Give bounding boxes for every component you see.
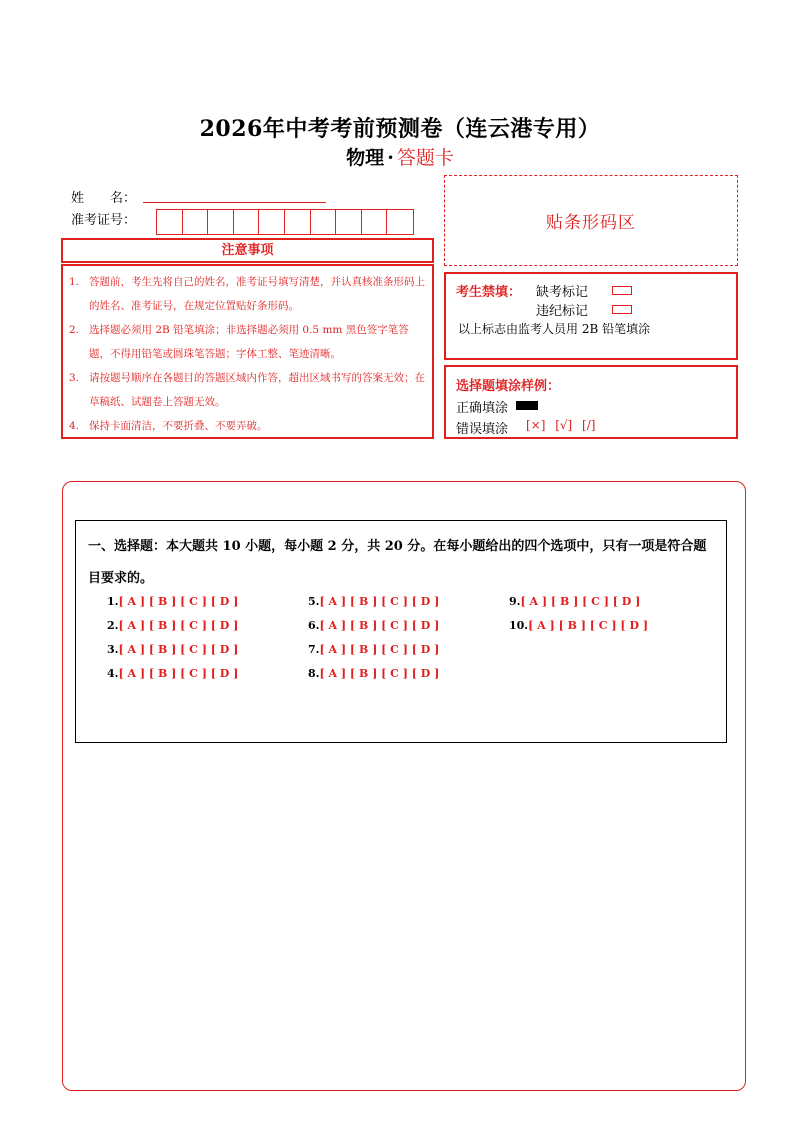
title-separator: · [387,147,394,169]
wrong-fill-marks: [×] [√] [/] [526,418,596,432]
question-5[interactable]: 5.[ A ] [ B ] [ C ] [ D ] [308,595,440,608]
page-subtitle [0,143,800,170]
correct-fill-label: 正确填涂 [456,401,509,416]
barcode-label: 贴条形码区 [546,213,636,233]
notice-title: 注意事项 [61,238,434,263]
proctor-marks-box [444,272,738,360]
proctor-note: 以上标志由监考人员用 2B 铅笔填涂 [458,322,651,336]
notice-item: 3. 请按题号顺序在各题目的答题区域内作答，超出区域书写的答案无效；在草稿纸、试题卷上答题无效。 [69,372,425,408]
id-digit-box[interactable] [285,210,311,234]
fill-sample-box [444,365,738,439]
correct-fill-mark [516,401,538,410]
barcode-area [444,175,738,266]
question-7[interactable]: 7.[ A ] [ B ] [ C ] [ D ] [308,643,440,656]
question-3[interactable]: 3.[ A ] [ B ] [ C ] [ D ] [107,643,239,656]
id-digit-box[interactable] [387,210,413,234]
absent-mark-label: 缺考标记 [536,285,589,300]
exam-id-boxes[interactable] [156,209,414,235]
violation-mark-row [536,300,632,319]
id-digit-box[interactable] [183,210,209,234]
violation-mark-box[interactable] [612,305,632,314]
notice-item: 1. 答题前，考生先将自己的姓名，准考证号填写清楚，并认真核准条形码上的姓名、准考证号，在规定位置贴好条形码。 [69,276,425,312]
question-8[interactable]: 8.[ A ] [ B ] [ C ] [ D ] [308,667,440,680]
id-digit-box[interactable] [362,210,388,234]
question-1[interactable]: 1.[ A ] [ B ] [ C ] [ D ] [107,595,239,608]
wrong-fill-label: 错误填涂 [456,422,509,437]
name-label: 姓 名： [71,191,137,206]
violation-mark-label: 违纪标记 [536,304,589,319]
name-field[interactable] [143,201,326,203]
id-digit-box[interactable] [259,210,285,234]
question-2[interactable]: 2.[ A ] [ B ] [ C ] [ D ] [107,619,239,632]
notice-item: 2. 选择题必须用 2B 铅笔填涂；非选择题必须用 0.5 mm 黑色签字笔答题，不得用铅笔或圆珠笔答题；字体工整、笔迹清晰。 [69,324,409,360]
page-title: 2026年中考考前预测卷（连云港专用） [199,116,601,142]
forbidden-title: 考生禁填： [456,285,522,300]
absent-mark-row [536,281,632,300]
id-digit-box[interactable] [157,210,183,234]
question-4[interactable]: 4.[ A ] [ B ] [ C ] [ D ] [107,667,239,680]
card-type-label: 答题卡 [396,147,454,169]
choice-section [75,520,727,743]
subject-label: 物理 [346,147,385,169]
id-digit-box[interactable] [234,210,260,234]
section-title: 一、选择题：本大题共 10 小题，每小题 2 分，共 20 分。在每小题给出的四个选项中，只有一项是符合题目要求的。 [88,539,707,586]
question-10[interactable]: 10.[ A ] [ B ] [ C ] [ D ] [509,619,649,632]
notice-list [61,264,434,439]
id-digit-box[interactable] [311,210,337,234]
id-label: 准考证号： [71,213,137,228]
absent-mark-box[interactable] [612,286,632,295]
fill-sample-title: 选择题填涂样例： [456,379,561,394]
question-6[interactable]: 6.[ A ] [ B ] [ C ] [ D ] [308,619,440,632]
question-9[interactable]: 9.[ A ] [ B ] [ C ] [ D ] [509,595,641,608]
id-digit-box[interactable] [208,210,234,234]
id-digit-box[interactable] [336,210,362,234]
notice-item: 4. 保持卡面清洁，不要折叠、不要弄破。 [69,420,268,432]
